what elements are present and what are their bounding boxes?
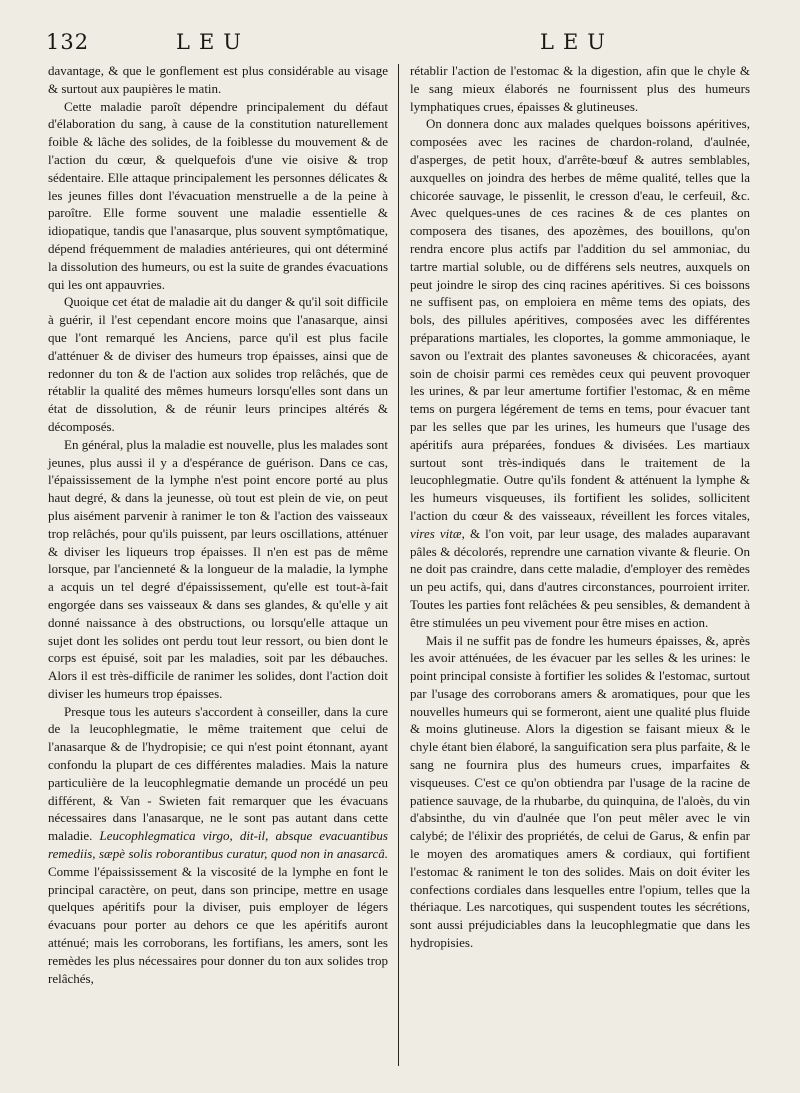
paragraph — [48, 703, 388, 988]
paragraph-text: On donnera donc aux malades quelques boissons apéritives, composées avec les racines de chardon-roland, d'aulnée, d'asperges, de petit houx, d'arrête-bœuf & autres semblables, auxquelles on joindra des herbes de même qualité, telles que la chicorée sauvage, le pissenlit, le cresson d'eau, le cerfeuil, &c. Avec quelques-unes de ces racines & de ces plantes on composera des tisanes, des apozèmes, des bouillons, qu'on rendra encore plus actifs par l'addition du sel ammoniac, du tartre martial soluble, ou de différens sels neutres, auxquels on peut joindre le sirop des cinq racines apéritives. Si ces boissons ne suffisent pas, on emploiera en même tems des opiats, des bols, des pillules apéritives, composées avec les différentes préparations martiales, les cloportes, la gomme ammoniaque, le savon ou l'extrait des plantes savoneuses & chicoracées, ayant soin de choisir parmi ces remèdes ceux qui peuvent provoquer les urines, & par leur amertume fortifier l'estomac, & en même tems on purgera légérement de tems en tems, pour évacuer tant par les selles que par les urines, les humeurs que l'usage des apéritifs aura préparées, fondues & divisées. Les martiaux surtout sont très-indiqués dans le traitement de la leucophlegmatie. Outre qu'ils fondent & atténuent la lymphe & les humeurs visqueuses, ils fortifient les solides, sollicitent l'action du cœur & des vaisseaux, réveillent les forces vitales, — [410, 116, 750, 523]
paragraph: Mais il ne suffit pas de fondre les humeurs épaisses, &, après les avoir atténuées, de les évacuer par les selles & les urines: le point principal consiste à fortifier les solides & l'estomac, surtout par l'usage des corroborans amers & aromatiques, pour que les nouvelles humeurs qui se formeront, aient une qualité plus fluide & moins glutineuse. Alors la digestion se faisant mieux & le chyle étant bien élaboré, la sanguification sera plus parfaite, & le sang ne fournira plus des humeurs crues, imparfaites & visqueuses. C'est ce qu'on obtiendra par l'usage de la racine de patience sauvage, de la rhubarbe, du quinquina, de l'aloès, du vin d'absinthe, du vin d'aulnée que l'on peut mêler avec le vin calybé; de l'élixir des propriétés, de celui de Garus, & enfin par le moyen des aromatiques amers & cordiaux, qui fortifient l'estomac & raniment le ton des solides. Mais on doit éviter les confections cordiales dans lesquelles entre l'opium, telles que la thériaque. Les narcotiques, qui suspendent toutes les sécrétions, sont aussi préjudiciables dans la leucophlegmatie que dans les hydropisies. — [410, 632, 750, 951]
paragraph: En général, plus la maladie est nouvelle, plus les malades sont jeunes, plus aussi il y a d'espérance de guérison. Dans ce cas, l'épaississement de la lymphe n'est point encore porté au plus haut degré, & dans la jeunesse, où tout est plein de vie, on peut plus aisément parvenir à ranimer le ton & l'action des vaisseaux trop relâchés, pour qu'ils puissent, par leurs oscillations, atténuer & diviser les liqueurs trop épaisses. Il n'en est pas de même lorsque, par l'ancienneté & la longueur de la maladie, la lymphe a acquis un tel degré d'épaississement, qu'elle est tout-à-fait engorgée dans ses vaisseaux & dans ses glandes, & qu'elle y ait donné naissance à des obstructions, ou lorsqu'elle attaque un sujet dont les solides ont perdu tout leur ressort, ou bien dont le corps est épuisé, soit par les maladies, soit par les débauches. Alors il est très-difficile de ranimer les solides, dont l'action doit diviser les humeurs trop épaisses. — [48, 436, 388, 701]
paragraph: Cette maladie paroît dépendre principalement du défaut d'élaboration du sang, à cause de la constitution naturellement foible & lâche des solides, de la foiblesse du mouvement & de l'action du cœur, & quelquefois d'une vie oisive & trop sédentaire. Elle attaque principalement les personnes délicates & les jeunes filles dont l'évacuation menstruelle a de la peine à paroître. Elle forme souvent une maladie essentielle & idiopatique, tandis que l'anasarque, plus souvent symptômatique, dépend fréquemment de maladies antérieures, qui ont déterminé la dissolution des humeurs, ou est la suite de grandes évacuations qui les ont appauvries. — [48, 98, 388, 292]
running-head-right: LEU — [540, 30, 614, 54]
left-column — [48, 62, 388, 987]
paragraph-text: Presque tous les auteurs s'accordent à conseiller, dans la cure de la leucophlegmatie, le même traitement que celui de l'anasarque & de l'hydropisie; ce qui n'est point étonnant, ayant confondu la plupart de ces différentes maladies. Mais la nature particulière de la leucophlegmatie demande un procédé un peu différent, & Van - Swieten fait remarquer que les évacuans nécessaires dans l'anasarque, ne le sont pas autant dans cette maladie. — [48, 703, 388, 844]
latin-term: vires vitæ — [410, 525, 462, 541]
right-column — [410, 62, 750, 952]
paragraph — [410, 115, 750, 631]
column-divider — [398, 64, 399, 1066]
latin-quotation: Leucophlegmatica virgo, dit-il, absque evacuantibus remediis, sæpè solis roborantibus curatur, quod non in anasarcâ. — [48, 828, 388, 862]
running-head-left: LEU — [176, 30, 250, 54]
page-number: 132 — [46, 30, 90, 54]
paragraph: Quoique cet état de maladie ait du danger & qu'il soit difficile à guérir, il l'est cependant encore moins que l'anasarque, ainsi que l'ont remarqué les Anciens, parce qu'il est plus facile d'atténuer & de diviser des humeurs trop épaisses, ainsi que de redonner du ton & de l'action aux solides trop relâchés, que de rétablir la qualité des mêmes humeurs lorsqu'elles sont dans un état de dissolution, & de réunir leurs principes altérés & décomposés. — [48, 294, 388, 434]
paragraph: davantage, & que le gonflement est plus considérable au visage & surtout aux paupières le matin. — [48, 63, 388, 96]
paragraph-text: , & l'on voit, par leur usage, des malades auparavant pâles & décolorés, reprendre une carnation vivante & fleurie. On ne doit pas craindre, dans cette maladie, d'employer des remèdes un peu actifs, qui, dans d'autres circonstances, pourroient irriter. Toutes les parties font relâchées & peu sensibles, & demandent à être stimulées un peu vivement pour être mises en action. — [410, 525, 750, 630]
paragraph-text: Comme l'épaississement & la viscosité de la lymphe en font le principal caractère, on peut, dans son principe, mettre en usage quelques apéritifs pour la diviser, puis employer de légers évacuans pour porter au dehors ce que les apéritifs auront atténué; mais les corroborans, les fortifians, les amers, sont les remèdes les plus nécessaires pour donner du ton aux solides trop relâchés, — [48, 863, 388, 986]
paragraph: rétablir l'action de l'estomac & la digestion, afin que le chyle & le sang mieux élaborés ne fournissent plus des humeurs lymphatiques crues, épaisses & glutineuses. — [410, 63, 750, 114]
